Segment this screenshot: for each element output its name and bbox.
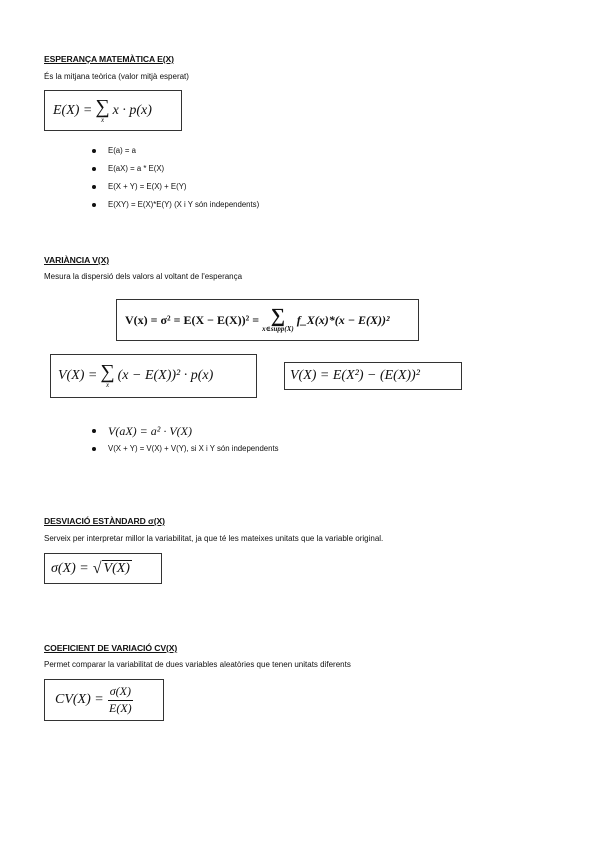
formula-coeficient-lhs: CV(X) = — [55, 692, 104, 707]
formula-desviacio — [44, 553, 162, 584]
formula-variancia-main-lhs: V(x) = σ² = E(X − E(X))² = — [125, 312, 260, 327]
list-item: E(aX) = a * E(X) — [92, 162, 259, 180]
heading-variancia: VARIÀNCIA V(X) — [44, 255, 109, 265]
formula-variancia-main — [116, 299, 419, 341]
heading-coeficient: COEFICIENT DE VARIACIÓ CV(X) — [44, 643, 178, 653]
formula-esperanca — [44, 90, 182, 131]
sum-sub: x — [100, 115, 105, 124]
formula-variancia-sum — [50, 354, 257, 398]
list-esperanca-properties — [92, 144, 259, 216]
fraction-numerator: σ(X) — [108, 685, 133, 700]
list-item: E(a) = a — [92, 144, 259, 162]
list-item: E(XY) = E(X)*E(Y) (X i Y són independents) — [92, 198, 259, 216]
formula-esperanca-lhs: E(X) = — [53, 102, 93, 118]
formula-desviacio-lhs: σ(X) = — [51, 560, 89, 576]
sqrt-symbol: √ V(X) — [92, 559, 130, 577]
formula-coeficient — [44, 679, 164, 721]
formula-esperanca-body: x · p(x) — [112, 102, 152, 118]
desc-desviacio: Serveix per interpretar millor la variabilitat, ja que té les mateixes unitats que la variable original. — [44, 534, 384, 543]
desc-variancia: Mesura la dispersió dels valors al voltant de l'esperança — [44, 272, 243, 281]
list-variancia-properties — [92, 424, 279, 460]
sum-sub: x — [105, 381, 110, 389]
fraction — [108, 685, 133, 714]
desc-esperanca: És la mitjana teòrica (valor mitjà esperat) — [44, 72, 189, 81]
sum-sub: x∈supp(X) — [262, 325, 294, 333]
heading-esperanca: ESPERANÇA MATEMÀTICA E(X) — [44, 54, 174, 64]
formula-variancia-main-body: f_X(x)*(x − E(X))² — [296, 312, 390, 327]
heading-desviacio: DESVIACIÓ ESTÀNDARD σ(X) — [44, 516, 165, 526]
formula-variancia-sum-body: (x − E(X))² · p(x) — [117, 368, 214, 383]
list-item: V(aX) = a² · V(X) — [92, 424, 279, 442]
sum-symbol: ∑ x — [95, 95, 110, 124]
formula-variancia-alt — [284, 362, 462, 390]
sum-symbol: ∑ x — [100, 361, 115, 389]
formula-variancia-sum-lhs: V(X) = — [58, 368, 98, 383]
fraction-denominator: E(X) — [109, 700, 132, 715]
sqrt-radicand: V(X) — [103, 561, 130, 576]
formula-variancia-alt-text: V(X) = E(X²) − (E(X))² — [290, 368, 420, 383]
desc-coeficient: Permet comparar la variabilitat de dues variables aleatòries que tenen unitats diferents — [44, 660, 351, 669]
list-item: E(X + Y) = E(X) + E(Y) — [92, 180, 259, 198]
sum-symbol: ∑ x∈supp(X) — [262, 305, 294, 333]
list-item: V(X + Y) = V(X) + V(Y), si X i Y són independents — [92, 442, 279, 460]
